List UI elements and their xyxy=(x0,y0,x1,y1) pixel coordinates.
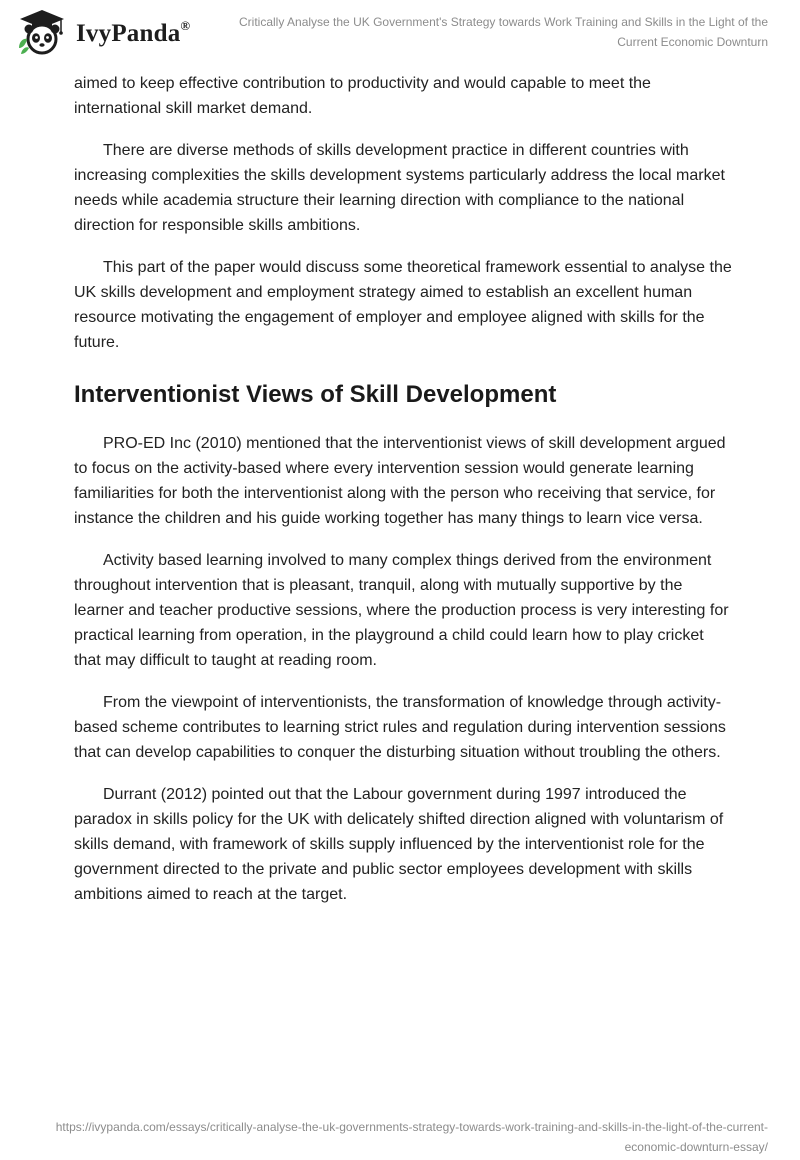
ivypanda-logo[interactable] xyxy=(16,8,216,56)
essay-content xyxy=(74,71,734,924)
paragraph: PRO-ED Inc (2010) mentioned that the interventionist views of skill development argued to focus on the activity-based where every intervention session would generate learning familiarities for both the interventionist along with the person who receiving that service, for instance the children and his guide working together has many things to learn vice versa. xyxy=(74,435,726,527)
page-header xyxy=(0,0,800,60)
running-title: Critically Analyse the UK Government's Strategy towards Work Training and Skills in the Light of the Current Economic Downturn xyxy=(239,15,768,49)
section-heading: Interventionist Views of Skill Development xyxy=(74,381,557,408)
paragraph: aimed to keep effective contribution to productivity and would capable to meet the international skill market demand. xyxy=(74,75,651,117)
logo-wordmark xyxy=(76,20,190,48)
paragraph: From the viewpoint of interventionists, the transformation of knowledge through activity-based scheme contributes to learning strict rules and regulation during intervention sessions that can develop capabilities to conquer the disturbing situation without troubling the others. xyxy=(74,694,726,761)
panda-graduate-icon xyxy=(16,8,68,56)
source-url[interactable]: https://ivypanda.com/essays/critically-analyse-the-uk-governments-strategy-towards-work-training-and-skills-in-the-light-of-the-current-economic-downturn-essay/ xyxy=(55,1120,768,1154)
paragraph: This part of the paper would discuss some theoretical framework essential to analyse the UK skills development and employment strategy aimed to establish an excellent human resource motivating the engagement of employer and employee aligned with skills for the future. xyxy=(74,259,732,351)
paragraph: Activity based learning involved to many complex things derived from the environment throughout intervention that is pleasant, tranquil, along with mutually supportive by the learner and teacher productive sessions, where the production process is very interesting for practical learning from operation, in the playground a child could learn how to play cricket that may difficult to taught at reading room. xyxy=(74,552,729,669)
paragraph: There are diverse methods of skills development practice in different countries with increasing complexities the skills development systems particularly address the local market needs while academia structure their learning direction with compliance to the national direction for responsible skills ambitions. xyxy=(74,142,725,234)
registered-mark: ® xyxy=(180,18,191,33)
paragraph: Durrant (2012) pointed out that the Labour government during 1997 introduced the paradox in skills policy for the UK with delicately shifted direction aligned with voluntarism of skills demand, with framework of skills supply influenced by the interventionist role for the government directed to the private and public sector employees development with skills ambitions aimed to reach at the target. xyxy=(74,786,724,903)
logo-text: IvyPanda xyxy=(76,20,181,47)
